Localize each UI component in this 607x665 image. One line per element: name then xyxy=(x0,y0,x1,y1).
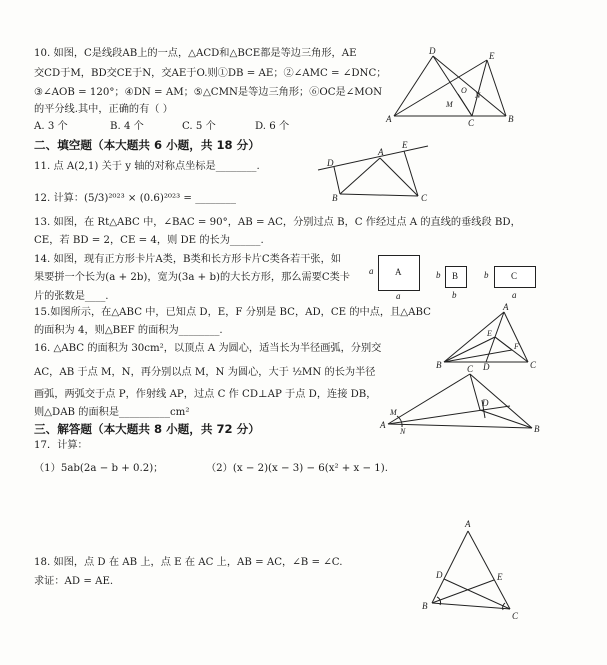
q17-part2: （2）(x − 2)(x − 3) − 6(x² + x − 1). xyxy=(206,463,388,474)
fig16-label-a: A xyxy=(380,420,386,430)
card-a xyxy=(378,255,420,291)
q14-line1: 14. 如图，现有正方形卡片A类，B类和长方形卡片C类各若干张，如 xyxy=(34,254,341,265)
fig16-label-m: M xyxy=(390,408,397,417)
q10-line1: 10. 如图，C是线段AB上的一点，△ACD和△BCE都是等边三角形，AE xyxy=(34,48,357,59)
fig13-label-c: C xyxy=(421,193,428,203)
q17-title: 17．计算： xyxy=(34,440,88,451)
fig15-label-c: C xyxy=(530,360,537,370)
q10-line2: 交CD于M，BD交CE于N，交AE于O.则①DB = AE；②∠AMC = ∠DNC； xyxy=(34,68,387,79)
q11: 11. 点 A(2,1) 关于 y 轴的对称点坐标是________. xyxy=(34,161,260,172)
fig16-label-d: D xyxy=(482,398,489,408)
q10-option-d: D. 6 个 xyxy=(255,121,290,132)
q16-line2: AC，AB 于点 M，N，再分别以点 M，N 为圆心，大于 ½MN 的长为半径 xyxy=(34,367,376,378)
q18-line2: 求证：AD = AE. xyxy=(34,576,114,587)
figure-q10 xyxy=(386,46,518,128)
q15-line1: 15.如图所示，在△ABC 中，已知点 D，E，F 分别是 BC，AD，CE 的中点，且△ABC xyxy=(34,307,431,318)
figure-q16 xyxy=(380,364,542,436)
fig10-label-m: M xyxy=(446,100,453,109)
fig16-label-c: C xyxy=(467,364,474,374)
q10-line4: 的平分线.其中，正确的有（ ） xyxy=(34,104,173,115)
fig18-label-c: C xyxy=(512,611,519,621)
q13-line2: CE，若 BD = 2，CE = 4，则 DE 的长为______. xyxy=(34,235,264,246)
q10-option-a: A. 3 个 xyxy=(34,121,68,132)
fig15-label-f: F xyxy=(514,342,519,351)
card-b-label: B xyxy=(452,271,459,281)
fig18-label-b: B xyxy=(422,601,428,611)
fig16-label-b: B xyxy=(534,424,540,434)
fig13-label-b: B xyxy=(332,193,338,203)
fig18-label-a: A xyxy=(465,519,471,529)
fig10-label-b: B xyxy=(508,114,514,124)
fig15-label-b: B xyxy=(436,360,442,370)
q12: 12. 计算：(5/3)²⁰²³ × (0.6)²⁰²³ = ________ xyxy=(34,193,236,204)
fig15-label-a: A xyxy=(503,302,509,312)
fig10-label-e: E xyxy=(489,51,495,61)
q14-line3: 片的张数是____. xyxy=(34,291,109,302)
fig16-label-n: N xyxy=(400,427,406,436)
q16-line4: 则△DAB 的面积是__________cm² xyxy=(34,407,190,418)
q14-line2: 果要拼一个长为(a + 2b)，宽为(3a + b)的大长方形，那么需要C类卡 xyxy=(34,272,350,283)
fig10-label-a: A xyxy=(386,114,392,124)
fig15-label-d: D xyxy=(483,362,490,372)
q16-line3: 画弧，两弧交于点 P，作射线 AP，过点 C 作 CD⊥AP 于点 D，连接 DB， xyxy=(34,389,377,400)
card-a-side-bottom: a xyxy=(396,291,401,301)
card-b-side-left: b xyxy=(436,270,441,280)
section-2-title: 二、填空题（本大题共 6 小题，共 18 分） xyxy=(34,138,260,152)
fig13-label-e: E xyxy=(402,140,408,150)
q13-line1: 13. 如图，在 Rt△ABC 中，∠BAC = 90°，AB = AC，分别过点 B，C 作经过点 A 的直线的垂线段 BD， xyxy=(34,217,521,228)
q15-line2: 的面积为 4，则△BEF 的面积为________. xyxy=(34,325,223,336)
figure-q13 xyxy=(318,140,433,203)
fig10-label-c: C xyxy=(468,118,475,128)
card-a-label: A xyxy=(395,267,402,277)
fig10-label-o: O xyxy=(461,86,467,95)
card-c-label: C xyxy=(511,271,518,281)
fig18-label-d: D xyxy=(436,570,443,580)
q10-option-c: C. 5 个 xyxy=(182,121,216,132)
card-c xyxy=(494,266,536,288)
q10-option-b: B. 4 个 xyxy=(110,121,144,132)
card-b-side-bottom: b xyxy=(452,290,457,300)
q18-line1: 18. 如图，点 D 在 AB 上，点 E 在 AC 上，AB = AC，∠B = ∠C. xyxy=(34,557,343,568)
fig15-label-e: E xyxy=(487,329,492,338)
section-3-title: 三、解答题（本大题共 8 小题，共 72 分） xyxy=(34,422,260,436)
figure-q15 xyxy=(436,302,540,372)
fig13-label-d: D xyxy=(327,158,334,168)
fig10-label-n: N xyxy=(475,91,481,100)
q17-part1: （1）5ab(2a − b + 0.2)； xyxy=(34,463,164,474)
card-c-side-left: b xyxy=(484,270,489,280)
q16-line1: 16. △ABC 的面积为 30cm²，以顶点 A 为圆心，适当长为半径画弧，分别交 xyxy=(34,343,382,354)
card-c-side-bottom: a xyxy=(512,290,517,300)
figure-q18 xyxy=(420,519,530,625)
fig18-label-e: E xyxy=(497,572,503,582)
card-b xyxy=(445,266,467,288)
card-a-side-left: a xyxy=(369,266,374,276)
q10-line3: ③∠AOB = 120°；④DN = AM；⑤△CMN是等边三角形；⑥OC是∠MON xyxy=(34,87,382,98)
fig10-label-d: D xyxy=(429,46,436,56)
fig13-label-a: A xyxy=(378,147,384,157)
